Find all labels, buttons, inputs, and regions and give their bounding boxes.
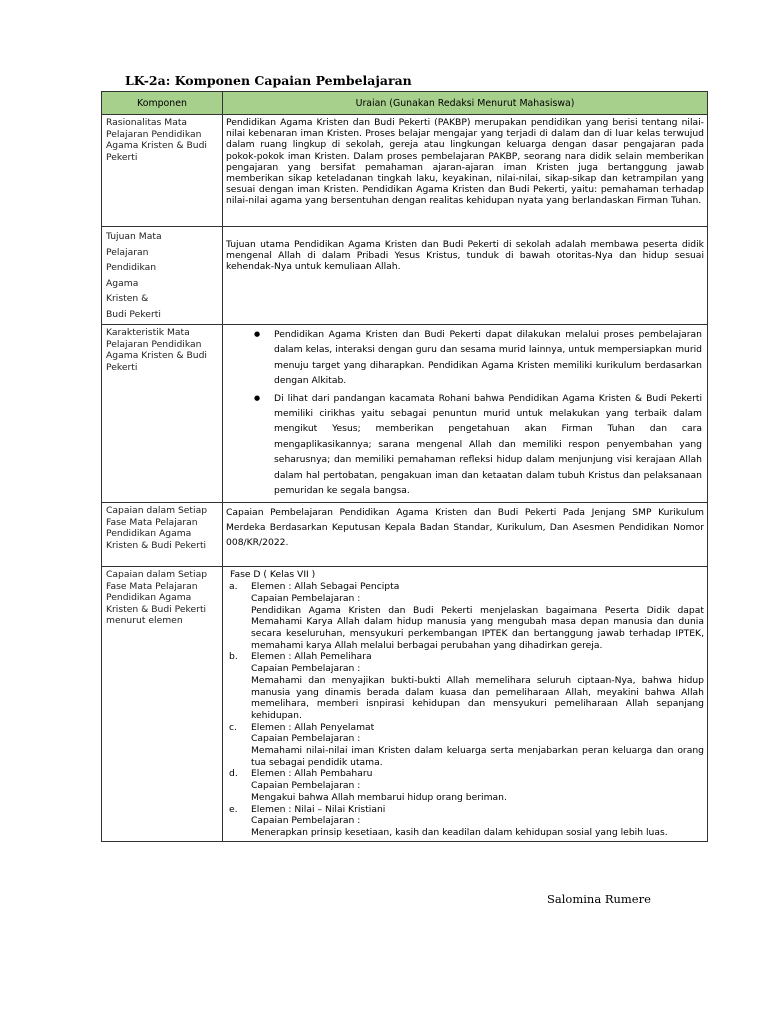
label-line: Budi Pekerti xyxy=(106,308,161,320)
elemen-name: Elemen : Allah Sebagai Pencipta xyxy=(251,581,400,593)
elemen-desc: Mengakui bahwa Allah membarui hidup orang beriman. xyxy=(251,791,507,803)
list-marker: e. xyxy=(229,803,238,815)
list-marker: b. xyxy=(229,651,238,663)
fase-heading: Fase D ( Kelas VII ) xyxy=(230,569,316,581)
row-label-karakteristik: Karakteristik Mata Pelajaran Pendidikan Agama Kristen & Budi Pekerti xyxy=(102,325,223,503)
list-marker: d. xyxy=(229,768,238,780)
table-row-capaian-fase xyxy=(102,503,708,567)
label-line: Tujuan Mata xyxy=(106,231,162,242)
elemen-cp-label: Capaian Pembelajaran : xyxy=(251,663,361,675)
label-line: Kristen & xyxy=(106,293,149,304)
list-item xyxy=(226,804,704,839)
row-text-karakteristik xyxy=(223,325,708,503)
list-item xyxy=(226,581,704,651)
row-label-capaian-fase: Capaian dalam Setiap Fase Mata Pelajaran Pendidikan Agama Kristen & Budi Pekerti xyxy=(102,503,223,567)
elemen-desc: Memahami nilai-nilai iman Kristen dalam keluarga serta menjabarkan peran keluarga dan orang tua sebagai pendidik utama. xyxy=(251,745,704,768)
elemen-cp-label: Capaian Pembelajaran : xyxy=(251,733,361,745)
list-item: ● Di lihat dari pandangan kacamata Rohani bahwa Pendidikan Agama Kristen & Budi Pekerti memiliki cirikhas yaitu sebagai penuntun murid untuk melakukan yang terbaik dalam mengikut Yesus; memberikan pengetahuan akan Firman Tuhan dan cara mengaplikasikannya; sarana mengenal Allah dan memiliki respon penyembahan yang seharusnya; dan memiliki pemahaman refleksi hidup dalam menjunjung visi kerajaan Allah dalam hal pertobatan, pengakuan iman dan ketaatan dalam tubuh Kristus dan pelaksanaan pemuridan ke segala bangsa. xyxy=(274,391,702,499)
capaian-fase-text: Capaian Pembelajaran Pendidikan Agama Kristen dan Budi Pekerti Pada Jenjang SMP Kurikulum Merdeka Berdasarkan Keputusan Kepala Badan Standar, Kurikulum, Dan Asesmen Pendidikan Nomor 008/KR/2022. xyxy=(226,507,704,549)
table-header-row xyxy=(102,92,708,115)
elemen-name: Elemen : Allah Pembaharu xyxy=(251,768,373,780)
row-label-capaian-elemen: Capaian dalam Setiap Fase Mata Pelajaran Pendidikan Agama Kristen & Budi Pekerti menurut elemen xyxy=(102,567,223,841)
elemen-list xyxy=(226,581,704,838)
elemen-desc: Memahami dan menyajikan bukti-bukti Allah memelihara seluruh ciptaan-Nya, bahwa hidup manusia yang dinamis berada dalam kuasa dan pemeliharaan Allah, meyakini bahwa Allah memelihara, memberi isnpirasi kehidupan dan mensyukuri pemeliharaan Allah sepanjang kehidupan. xyxy=(251,674,704,721)
tujuan-text: Tujuan utama Pendidikan Agama Kristen dan Budi Pekerti di sekolah adalah membawa peserta didik mengenal Allah di dalam Pribadi Yesus Kristus, tunduk di bawah otoritas-Nya dan hidup sesuai kehendak-Nya untuk kemuliaan Allah. xyxy=(226,239,704,273)
component-table xyxy=(101,91,708,842)
row-text-capaian-fase xyxy=(223,503,708,567)
list-item: ● Pendidikan Agama Kristen dan Budi Pekerti dapat dilakukan melalui proses pembelajaran dalam kelas, interaksi dengan guru dan sesama murid lainnya, untuk mempersiapkan murid menuju target yang diharapkan. Pendidikan Agama Kristen memiliki kurikulum berdasarkan dengan Alkitab. xyxy=(274,327,702,389)
signature-name: Salomina Rumere xyxy=(547,892,651,906)
elemen-name: Elemen : Allah Pemelihara xyxy=(251,651,372,663)
elemen-cp-label: Capaian Pembelajaran : xyxy=(251,592,361,604)
table-row-capaian-elemen xyxy=(102,567,708,841)
elemen-desc: Pendidikan Agama Kristen dan Budi Pekerti menjelaskan bagaimana Peserta Didik dapat Memahami Karya Allah dalam hidup manusia yang mengubah masa depan manusia dan dunia secara keseluruhan, mensyukuri perkembangan IPTEK dan bertanggung jawab terhadap IPTEK, memahami karya Allah melalui berbagai perubahan yang dihadirkan gereja. xyxy=(251,604,704,651)
list-item xyxy=(226,651,704,721)
label-line: Pendidikan xyxy=(106,262,157,273)
label-line: Pelajaran xyxy=(106,246,149,258)
row-text-rasionalitas: Pendidikan Agama Kristen dan Budi Pekerti (PAKBP) merupakan pendidikan yang berisi tentang nilai-nilai kebenaran iman Kristen. Proses belajar mengajar yang terjadi di dalam dan di luar kelas terwujud dalam ruang lingkup di sekolah, gereja atau lingkungan keluarga dengan dasar pengajaran pada pokok-pokok iman Kristen. Dalam proses pembelajaran PAKBP, seorang nara didik selain memberikan pengajaran yang bersifat pemahaman ajaran-ajaran iman Kristen juga bertanggung jawab memberikan sikap keteladanan tingkah laku, keyakinan, nilai-nilai, sikap-sikap dan ketrampilan yang sesuai dengan iman Kristen. Pendidikan Agama Kristen dan Budi Pekerti, yaitu: pemahaman terhadap nilai-nilai agama yang bersentuhan dengan realitas kehidupan nyata yang berlandaskan Firman Tuhan. xyxy=(223,115,708,227)
elemen-name: Elemen : Nilai – Nilai Kristiani xyxy=(251,803,386,815)
list-item xyxy=(226,722,704,769)
table-row-tujuan xyxy=(102,227,708,325)
elemen-cp-label: Capaian Pembelajaran : xyxy=(251,780,361,792)
row-label-tujuan xyxy=(102,227,223,325)
list-marker: c. xyxy=(229,721,237,733)
table-row-karakteristik xyxy=(102,325,708,503)
page-title: LK-2a: Komponen Capaian Pembelajaran xyxy=(125,73,412,88)
table-row-rasionalitas xyxy=(102,115,708,227)
header-komponen: Komponen xyxy=(102,92,223,115)
label-line: Agama xyxy=(106,277,139,289)
list-item xyxy=(226,768,704,803)
karakteristik-list xyxy=(226,327,704,498)
elemen-desc: Menerapkan prinsip kesetiaan, kasih dan keadilan dalam kehidupan sosial yang lebih luas. xyxy=(251,826,668,838)
elemen-cp-label: Capaian Pembelajaran : xyxy=(251,815,361,827)
elemen-name: Elemen : Allah Penyelamat xyxy=(251,721,375,733)
list-marker: a. xyxy=(229,581,238,593)
header-uraian: Uraian (Gunakan Redaksi Menurut Mahasiswa) xyxy=(223,92,708,115)
row-text-capaian-elemen xyxy=(223,567,708,841)
row-text-tujuan xyxy=(223,227,708,325)
row-label-rasionalitas: Rasionalitas Mata Pelajaran Pendidikan Agama Kristen & Budi Pekerti xyxy=(102,115,223,227)
